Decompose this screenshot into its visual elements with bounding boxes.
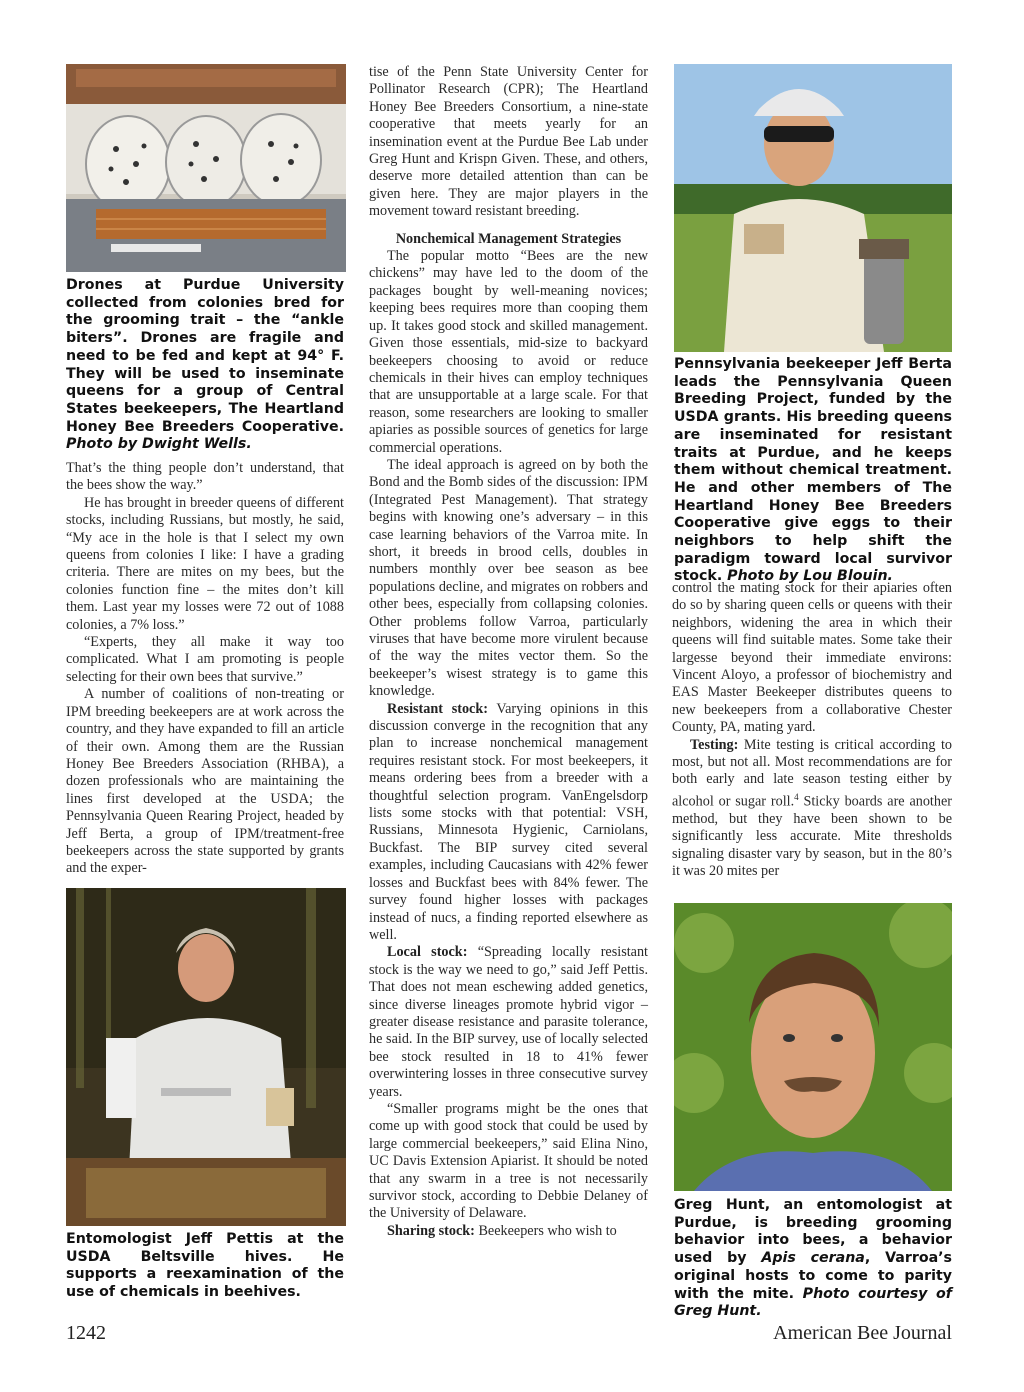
paragraph: The popular motto “Bees are the new chickens” may have led to the doom of the packages bought by well-meaning novices; keeping bees requires more than cooping them up. It takes good stock and skilled management. Given those essentials, mid-size to backyard beekeepers choosing to avoid or reduce chemicals in their hives can employ techniques that are unsupportable at a large scale. For that reason, some researchers are looking to smaller apiaries as possible sources of genetics for large commercial operations. (369, 248, 648, 456)
paragraph: “Smaller programs might be the ones that come up with good stock that could be used by large commercial beekeepers,” said Elina Nino, UC Davis Extension Apiarist. It should be noted that any swarm in a tree is not necessarily survivor stock, according to Debbie Delaney of the University of Delaware. (369, 1100, 648, 1222)
paragraph: “Experts, they all make it way too complicated. What I am promoting is people selecting for their own bees that survive.” (66, 634, 344, 685)
paragraph: He has brought in breeder queens of different stocks, including Russians, but mostly, he said, “My ace in the hole is that I select my own queens from colonies I like: I have a grading criteria. There are mites on my bees, but the colonies function fine – the mites don’t kill them. Last year my losses were 72 out of 1088 colonies, a 7% loss.” (66, 494, 344, 633)
run-in-heading: Sharing stock: (387, 1222, 475, 1239)
column-2-text (369, 64, 648, 1240)
jeff-pettis-photo (66, 888, 346, 1226)
paragraph: A number of coalitions of non-treating or IPM breeding beekeepers are at work across the country, and they have expanded to fill an article of their own. Among them are the Russian Honey Bee Breeders Association (RHBA), a dozen professionals who are maintaining the lines first developed at the USDA; the Pennsylvania Queen Rearing Project, headed by Jeff Berta, a group of IPM/treatment-free beekeepers across the state supported by grants and the exper- (66, 686, 344, 877)
paragraph: The ideal approach is agreed on by both the Bond and the Bomb sides of the discussion: IPM (Integrated Pest Management). That strategy begins with knowing one’s adversary – in this case learning behaviors of the Varroa mite. In short, it breeds in brood cells, doubles in numbers monthly over bee season as bee populations decline, and migrates on robbers and other bees, especially from collapsing colonies. Other problems follow Varroa, particularly viruses that have become more virulent because of the way the mites vector them. So the beekeeper’s wisest strategy is to game this knowledge. (369, 456, 648, 700)
drones-photo-caption: Drones at Purdue University collected from colonies bred for the grooming trait – the “ankle biters”. Drones are fragile and need to be fed and kept at 94° F. They will be used to inseminate queens for a group of Central States beekeepers, The Heartland Honey Bee Breeders Cooperative. Photo by Dwight Wells. (66, 277, 344, 453)
paragraph: control the mating stock for their apiaries often do so by sharing queen cells or queens with their neighbors, widening the area in which their queens will find suitable mates. Some take their largesse beyond their immediate environs: Vincent Aloyo, a professor of biochemistry and EAS Master Beekeeper distributes queens to new beekeepers from a collaborative Chester County, PA, mating yard. (672, 580, 952, 736)
drones-cage-photo (66, 64, 346, 272)
paragraph: Testing: Mite testing is critical according to most, but not all. Most recommendations are for both early and late season testing either by alcohol or sugar roll.$^4$ Sticky boards are another method, but they have been shown to be significantly less accurate. Mite thresholds signaling disaster vary by season, but in the 80’s it was 20 mites per (672, 736, 952, 880)
section-heading: Nonchemical Management Strategies (395, 230, 622, 247)
paragraph: Local stock: “Spreading locally resistant stock is the way we need to go,” said Jeff Pettis. That does not mean eschewing added genetics, since diverse lineages promote hybrid vigor – greater disease resistance and parasite tolerance, he said. In the BIP survey, use of locally selected bee stock resulted in 18 to 41% fewer overwintering losses in three consecutive survey years. (369, 944, 648, 1100)
paragraph: tise of the Penn State University Center for Pollinator Research (CPR); The Heartland Honey Bee Breeders Consortium, a nine-state cooperative that meets yearly for an insemination event at the Purdue Bee Lab under Greg Hunt and Krispn Given. These, and others, deserve more detailed attention than can be given here. They are major players in the movement toward resistant breeding. (369, 64, 648, 220)
hunt-photo-caption: Greg Hunt, an entomologist at Purdue, is breeding grooming behavior into bees, a behavior used by Apis cerana, Varroa’s original hosts to come to parity with the mite. Photo courtesy of Greg Hunt. (674, 1197, 952, 1320)
page-number: 1242 (66, 1322, 106, 1344)
paragraph: Resistant stock: Varying opinions in this discussion converge in the recognition that any plan to increase nonchemical management requires resistant stock. For most beekeepers, it means ordering bees from a breeder with a thoughtful selection program. VanEngelsdorp lists some stocks with that potential: VSH, Russians, Minnesota Hygienic, Carniolans, Buckfast. The BIP survey cited several examples, including Caucasians with 42% fewer losses and Buckfast bees with 84% fewer. The survey found higher losses with packages instead of nucs, a finding reported elsewhere as well. (369, 700, 648, 943)
column-1-text (66, 460, 344, 878)
paragraph: That’s the thing people don’t understand, that the bees show the way.” (66, 460, 344, 494)
pettis-photo-caption: Entomologist Jeff Pettis at the USDA Beltsville hives. He supports a reexamination of the use of chemicals in beehives. (66, 1231, 344, 1301)
greg-hunt-photo (674, 903, 952, 1191)
column-3-text (672, 580, 952, 881)
run-in-heading: Resistant stock: (387, 700, 488, 717)
run-in-heading: Testing: (690, 736, 739, 753)
footnote-ref: 4 (794, 791, 799, 802)
journal-name: American Bee Journal (773, 1322, 952, 1344)
jeff-berta-photo (674, 64, 952, 352)
berta-photo-caption: Pennsylvania beekeeper Jeff Berta leads the Pennsylvania Queen Breeding Project, funded by the USDA grants. His breeding queens are inseminated for resistant traits at Purdue, and he keeps them without chemical treatment. He and other members of The Heartland Honey Bee Breeders Cooperative give eggs to their neighbors to help shift the paradigm toward local survivor stock. Photo by Lou Blouin. (674, 356, 952, 585)
paragraph: Sharing stock: Beekeepers who wish to (387, 1222, 617, 1239)
run-in-heading: Local stock: (387, 944, 468, 961)
